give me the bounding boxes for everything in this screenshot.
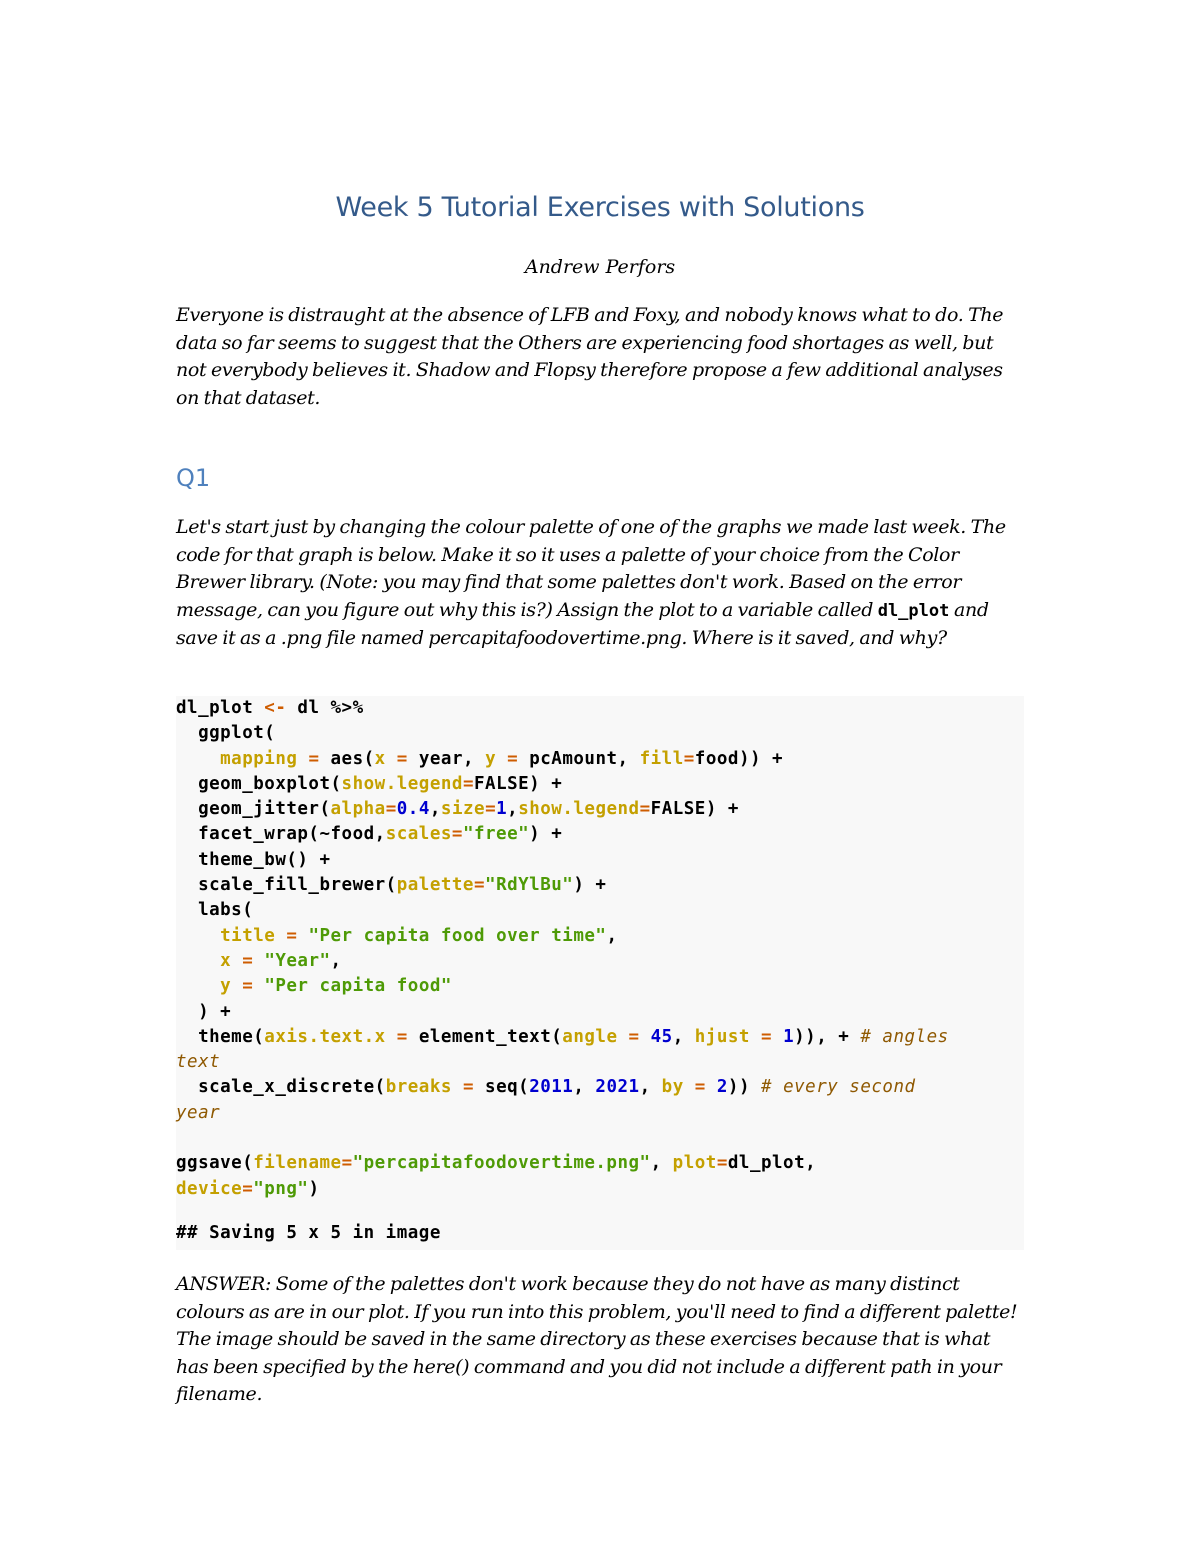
code-token: filename xyxy=(253,1153,342,1174)
code-token: = xyxy=(716,1153,728,1174)
q1-prompt xyxy=(176,514,1024,653)
code-line xyxy=(176,1153,816,1173)
code-token: by xyxy=(661,1077,695,1098)
code-token: # angles xyxy=(849,1026,949,1047)
code-token: scales xyxy=(385,824,452,845)
q1-inline-code: dl_plot xyxy=(877,600,950,621)
code-token: device xyxy=(176,1178,243,1199)
code-line xyxy=(176,1103,220,1123)
code-token: ) xyxy=(308,1178,320,1199)
code-token: x xyxy=(374,748,397,769)
code-token: dl %>% xyxy=(286,698,364,718)
code-token: ) + xyxy=(529,824,563,845)
code-token: 1 xyxy=(496,799,508,820)
code-token: dl_plot, xyxy=(727,1153,817,1174)
code-token: hjust xyxy=(694,1026,761,1047)
intro-paragraph: Everyone is distraught at the absence of LFB and Foxy, and nobody knows what to do. The data so far seems to suggest that the Others are experiencing food shortages as well, but not everybody believes it. Shadow and Flopsy therefore propose a few additional analyses on that dataset. xyxy=(176,304,1004,409)
code-token: = xyxy=(242,1178,254,1199)
code-token: axis.text.x xyxy=(264,1026,397,1047)
code-token: = xyxy=(462,773,474,794)
code-token: 2021 xyxy=(595,1077,640,1098)
code-token: , xyxy=(573,1077,596,1098)
code-token xyxy=(253,976,264,996)
code-token: geom_jitter( xyxy=(176,799,331,820)
code-token: , xyxy=(650,1153,673,1174)
code-token: = xyxy=(396,1026,408,1047)
code-line xyxy=(176,824,562,844)
code-token xyxy=(772,1027,783,1047)
code-output: ## Saving 5 x 5 in image xyxy=(176,1223,441,1243)
code-token: FALSE) + xyxy=(474,773,563,794)
code-line xyxy=(176,1077,916,1097)
code-line xyxy=(176,850,331,870)
code-token: ) + xyxy=(176,1001,232,1022)
document-title: Week 5 Tutorial Exercises with Solutions xyxy=(335,192,865,223)
code-token: ggplot( xyxy=(176,723,276,744)
code-token: show.legend xyxy=(341,773,463,794)
code-token: "Year" xyxy=(264,950,331,971)
q1-heading: Q1 xyxy=(176,464,211,492)
code-token: scale_x_discrete( xyxy=(176,1077,386,1098)
code-token: = xyxy=(485,799,497,820)
q1-prompt-part1: Let's start just by changing the colour palette of one of the graphs we made last week. The code for that graph is below. Make it so it uses a palette of your choice from the Color Brewer library. (Note: you may find that some palettes don't work. Based on the error message, can you figure out why this is?) Assign the plot to a variable called xyxy=(176,516,1006,621)
code-line xyxy=(176,723,275,743)
code-token: 2011 xyxy=(529,1077,574,1098)
code-line xyxy=(176,1179,320,1199)
code-token: "free" xyxy=(462,824,530,845)
code-token: element_text( xyxy=(407,1026,563,1047)
code-token: seq( xyxy=(474,1077,530,1098)
code-token: = xyxy=(341,1153,353,1174)
code-token: ggsave( xyxy=(176,1153,254,1174)
code-token: show.legend xyxy=(518,799,640,820)
code-token xyxy=(706,1077,717,1097)
code-token xyxy=(640,1027,651,1047)
code-line xyxy=(176,875,606,895)
code-token: = xyxy=(286,925,298,946)
code-token: = xyxy=(242,950,254,971)
code-token xyxy=(253,951,264,971)
code-token: ) + xyxy=(573,875,607,896)
code-line xyxy=(176,698,364,718)
code-line xyxy=(176,1002,231,1022)
code-token: palette xyxy=(396,875,474,896)
code-token: = xyxy=(507,748,519,769)
code-token: = xyxy=(451,824,463,845)
code-token: plot xyxy=(672,1153,717,1174)
code-token: mapping xyxy=(176,748,309,769)
code-line xyxy=(176,926,617,946)
code-line xyxy=(176,1052,220,1072)
code-token: = xyxy=(385,799,397,820)
code-line xyxy=(176,951,342,971)
code-line xyxy=(176,749,783,769)
code-token: 1 xyxy=(783,1026,795,1047)
code-token: year, xyxy=(407,748,486,769)
code-token: )) xyxy=(794,1026,817,1047)
code-token: y xyxy=(485,748,508,769)
code-token: = xyxy=(462,1077,474,1098)
code-line xyxy=(176,774,562,794)
code-token: facet_wrap(~food, xyxy=(176,824,386,845)
code-token: , + xyxy=(816,1026,850,1047)
code-token: pcAmount, xyxy=(518,748,640,769)
code-token: = xyxy=(242,976,254,997)
code-token: food)) + xyxy=(694,748,784,769)
code-token: = xyxy=(308,748,320,769)
author-name: Andrew Perfors xyxy=(524,256,676,278)
code-token: = xyxy=(760,1026,773,1047)
code-token: <- xyxy=(264,698,287,718)
code-token: geom_boxplot( xyxy=(176,773,342,794)
code-token: 2 xyxy=(716,1077,728,1098)
code-token: x xyxy=(176,950,243,971)
code-token: size xyxy=(440,799,486,820)
code-token: dl_plot xyxy=(176,698,265,718)
code-line xyxy=(176,799,739,819)
code-token: = xyxy=(639,799,651,820)
code-token: , xyxy=(507,799,519,820)
answer-paragraph: ANSWER: Some of the palettes don't work because they do not have as many distinct colours as are in our plot. If you run into this problem, you'll need to find a different palette! The image should be saved in the same directory as these exercises because that is what has been specified by the here() command and you did not include a different path in your filename. xyxy=(176,1273,1018,1406)
code-token: labs( xyxy=(176,900,254,921)
code-token: 0.4 xyxy=(396,799,430,820)
code-token: = xyxy=(683,748,695,769)
code-block xyxy=(176,696,1024,1250)
code-token: angle xyxy=(562,1026,629,1047)
code-token: 45 xyxy=(650,1026,673,1047)
code-token: "RdYlBu" xyxy=(485,875,574,896)
code-token: aes( xyxy=(319,748,375,769)
code-token: "png" xyxy=(253,1178,309,1199)
code-line xyxy=(176,1027,949,1047)
code-token: "Per capita food" xyxy=(264,976,452,997)
code-line xyxy=(176,976,452,996)
code-token: , xyxy=(330,950,342,971)
code-token: , xyxy=(429,799,441,820)
code-token: theme_bw() + xyxy=(176,849,331,870)
code-token: = xyxy=(628,1026,640,1047)
r-code xyxy=(176,696,949,1202)
code-token: text xyxy=(176,1052,221,1073)
code-token: , xyxy=(639,1077,662,1098)
code-token: = xyxy=(473,875,486,896)
code-token: = xyxy=(694,1077,706,1098)
code-token: breaks xyxy=(385,1077,463,1098)
code-token: year xyxy=(176,1102,221,1123)
code-token: # every second xyxy=(749,1077,916,1098)
q1-prompt-part2: and save it as a .png file named percapitafoodovertime.png. Where is it saved, and why? xyxy=(176,598,989,650)
code-token: scale_fill_brewer( xyxy=(176,875,397,896)
code-token: title xyxy=(176,925,287,946)
code-token: "Per capita food over time" xyxy=(308,925,607,946)
code-line xyxy=(176,900,253,920)
code-token: )) xyxy=(727,1077,750,1098)
code-token: "percapitafoodovertime.png" xyxy=(352,1153,651,1174)
code-token xyxy=(297,926,308,946)
code-token: alpha xyxy=(330,799,386,820)
code-token: , xyxy=(672,1026,695,1047)
code-token: = xyxy=(396,748,408,769)
code-token: , xyxy=(606,925,618,946)
code-token: fill xyxy=(639,748,684,769)
code-token: theme( xyxy=(176,1026,265,1047)
code-token: y xyxy=(176,976,243,997)
code-token: FALSE) + xyxy=(650,799,739,820)
